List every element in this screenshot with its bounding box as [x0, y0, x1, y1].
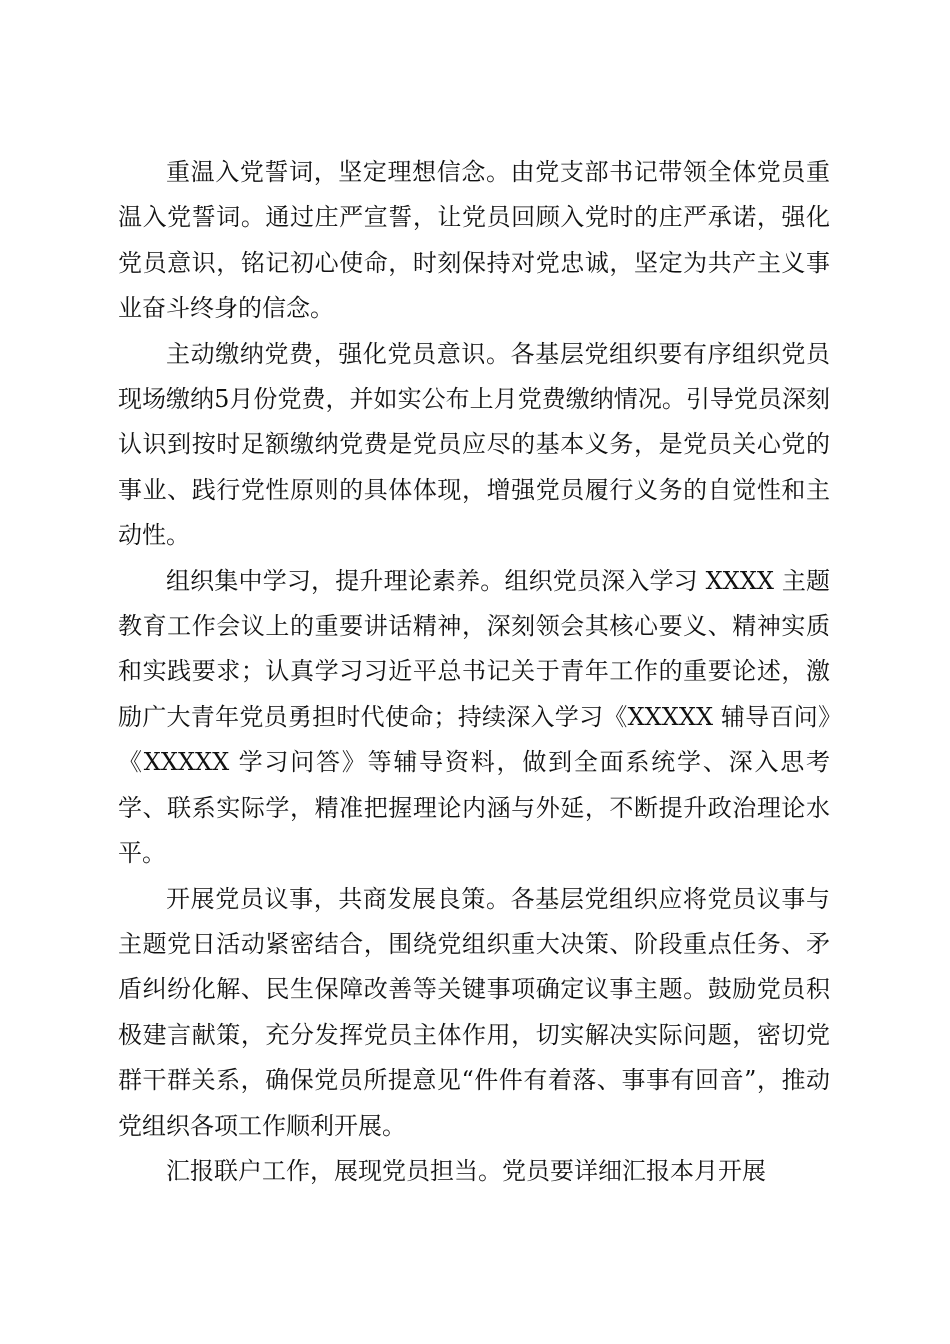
paragraph-dues: 主动缴纳党费，强化党员意识。各基层党组织要有序组织党员现场缴纳5月份党费，并如实公布上月党费缴纳情况。引导党员深刻认识到按时足额缴纳党费是党员应尽的基本义务，是党员关心党的事业、践行党性原则的具体体现，增强党员履行义务的自觉性和主动性。: [118, 339, 830, 550]
paragraph-deliberation: 开展党员议事，共商发展良策。各基层党组织应将党员议事与主题党日活动紧密结合，围绕党组织重大决策、阶段重点任务、矛盾纠纷化解、民生保障改善等关键事项确定议事主题。鼓励党员积极建言献策，充分发挥党员主体作用，切实解决实际问题，密切党群干群关系，确保党员所提意见“件件有着落、事事有回音”，推动党组织各项工作顺利开展。: [118, 884, 830, 1140]
paragraph-study: 组织集中学习，提升理论素养。组织党员深入学习 XXXX 主题教育工作会议上的重要讲话精神，深刻领会其核心要义、精神实质和实践要求；认真学习习近平总书记关于青年工作的重要论述，激励广大青年党员勇担时代使命；持续深入学习《XXXXX 辅导百问》《XXXXX 学习问答》等辅导资料，做到全面系统学、深入思考学、联系实际学，精准把握理论内涵与外延，不断提升政治理论水平。: [118, 566, 830, 868]
document-body: [118, 150, 830, 1194]
paragraph-oath: 重温入党誓词，坚定理想信念。由党支部书记带领全体党员重温入党誓词。通过庄严宣誓，让党员回顾入党时的庄严承诺，强化党员意识，铭记初心使命，时刻保持对党忠诚，坚定为共产主义事业奋斗终身的信念。: [118, 158, 830, 323]
paragraph-household-report: 汇报联户工作，展现党员担当。党员要详细汇报本月开展: [166, 1156, 766, 1185]
